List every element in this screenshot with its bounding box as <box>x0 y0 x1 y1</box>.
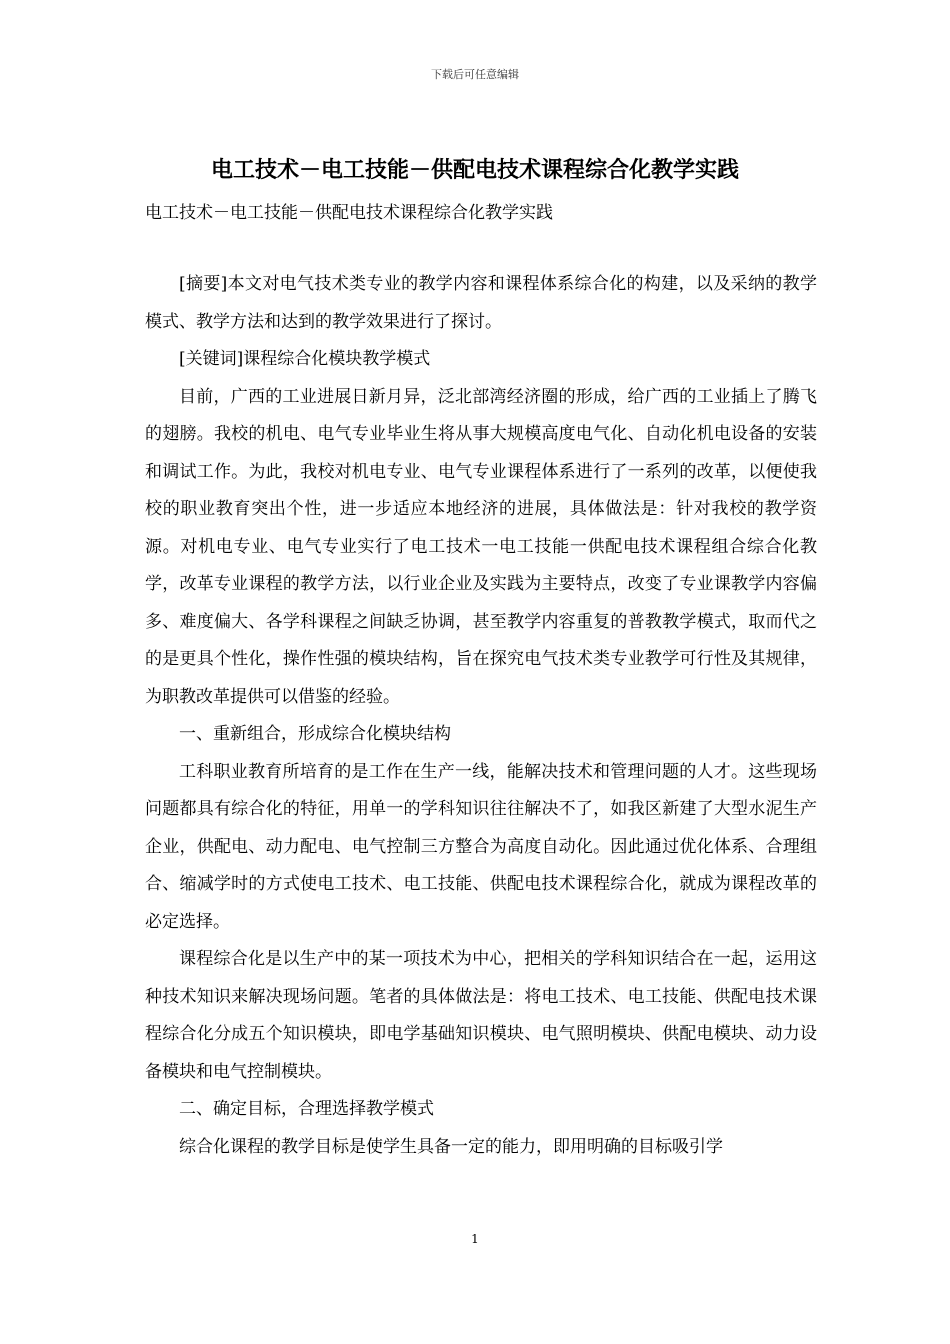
section-heading: 一、重新组合，形成综合化模块结构 <box>179 724 451 744</box>
section-heading: 二、确定目标，合理选择教学模式 <box>179 1099 434 1119</box>
keywords-paragraph: [关键词]课程综合化模块教学模式 <box>179 349 431 369</box>
body-paragraph: 课程综合化是以生产中的某一项技术为中心，把相关的学科知识结合在一起，运用这种技术知识来解决现场问题。笔者的具体做法是：将电工技术、电工技能、供配电技术课程综合化分成五个知识模块，即电学基础知识模块、电气照明模块、供配电模块、动力设备模块和电气控制模块。 <box>145 949 817 1082</box>
page-header: 下载后可任意编辑 <box>431 68 519 81</box>
document-body <box>145 266 817 1166</box>
body-paragraph: 目前，广西的工业进展日新月异，泛北部湾经济圈的形成，给广西的工业插上了腾飞的翅膀。我校的机电、电气专业毕业生将从事大规模高度电气化、自动化机电设备的安装和调试工作。为此，我校对机电专业、电气专业课程体系进行了一系列的改革，以便使我校的职业教育突出个性，进一步适应本地经济的进展，具体做法是：针对我校的教学资源。对机电专业、电气专业实行了电工技术一电工技能一供配电技术课程组合综合化教学，改革专业课程的教学方法，以行业企业及实践为主要特点，改变了专业课教学内容偏多、难度偏大、各学科课程之间缺乏协调，甚至教学内容重复的普教教学模式，取而代之的是更具个性化，操作性强的模块结构，旨在探究电气技术类专业教学可行性及其规律，为职教改革提供可以借鉴的经验。 <box>145 386 817 707</box>
body-paragraph: 综合化课程的教学目标是使学生具备一定的能力，即用明确的目标吸引学 <box>179 1136 723 1157</box>
body-paragraph: 工科职业教育所培育的是工作在生产一线，能解决技术和管理问题的人才。这些现场问题都具有综合化的特征，用单一的学科知识往往解决不了，如我区新建了大型水泥生产企业，供配电、动力配电、电气控制三方整合为高度自动化。因此通过优化体系、合理组合、缩减学时的方式使电工技术、电工技能、供配电技术课程综合化，就成为课程改革的必定选择。 <box>145 761 817 932</box>
abstract-paragraph: [摘要]本文对电气技术类专业的教学内容和课程体系综合化的构建，以及采纳的教学模式、教学方法和达到的教学效果进行了探讨。 <box>145 274 817 332</box>
document-title: 电工技术－电工技能－供配电技术课程综合化教学实践 <box>210 157 739 183</box>
page-number: 1 <box>471 1232 479 1246</box>
document-subtitle: 电工技术－电工技能－供配电技术课程综合化教学实践 <box>145 203 553 223</box>
